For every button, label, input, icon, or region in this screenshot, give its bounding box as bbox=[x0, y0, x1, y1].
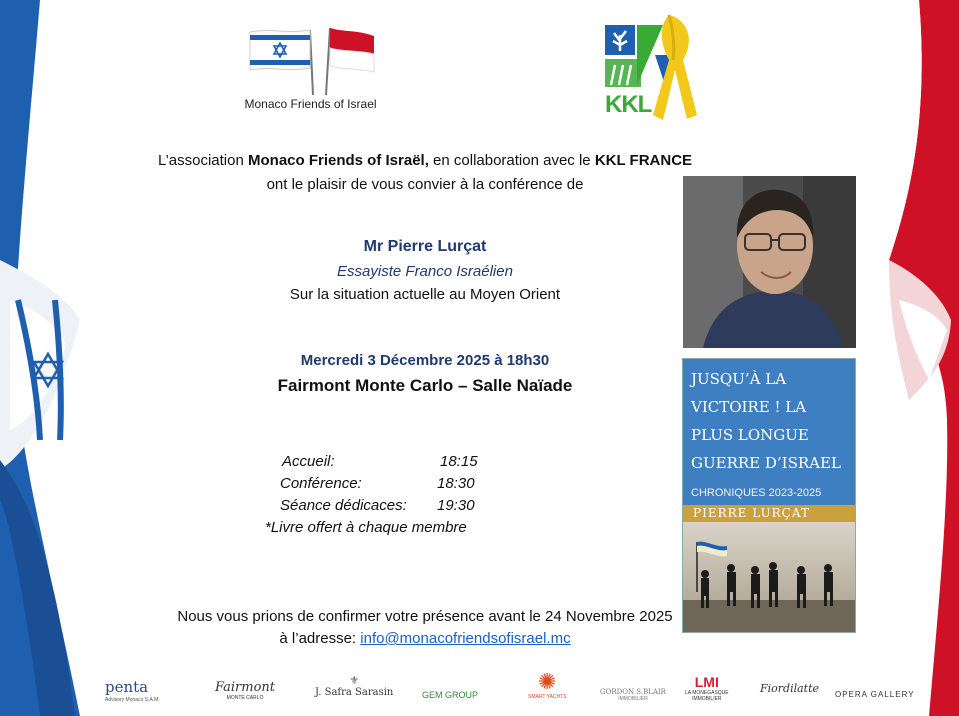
fairmont-subtitle: MONTE CARLO bbox=[226, 695, 264, 701]
monaco-friends-of-israel-logo bbox=[228, 20, 393, 115]
gem-group-logo: GEM GROUP bbox=[422, 690, 479, 700]
crossed-flags-icon bbox=[238, 20, 378, 95]
penta-name: penta bbox=[105, 678, 149, 696]
gordon-blair-subtitle: IMMOBILIER bbox=[618, 696, 648, 702]
book-title-line: VICTOIRE ! LA bbox=[691, 398, 807, 416]
kkl-text: KKL bbox=[605, 91, 652, 118]
rsvp-address-line bbox=[80, 630, 770, 647]
speaker-photo bbox=[683, 176, 856, 348]
book-title-line: JUSQU’À LA bbox=[691, 370, 787, 388]
shell-icon: ✺ bbox=[538, 669, 557, 694]
smart-yachts-logo bbox=[528, 670, 567, 700]
book-title-line: PLUS LONGUE bbox=[691, 426, 809, 444]
kkl-logo bbox=[603, 15, 703, 125]
event-venue: Fairmont Monte Carlo – Salle Naïade bbox=[277, 376, 573, 395]
book-subtitle: CHRONIQUES 2023-2025 bbox=[691, 487, 822, 499]
intro-line-1 bbox=[80, 152, 770, 169]
rsvp-line: Nous vous prions de confirmer votre présence avant le 24 Novembre 2025 bbox=[177, 608, 673, 625]
book-author-band bbox=[683, 505, 856, 522]
opera-gallery-logo: OPERA GALLERY bbox=[835, 690, 915, 699]
event-date: Mercredi 3 Décembre 2025 à 18h30 bbox=[300, 352, 550, 369]
penta-logo bbox=[105, 678, 160, 703]
book-title-line: GUERRE D’ISRAEL bbox=[691, 454, 841, 472]
speaker-title: Essayiste Franco Israélien bbox=[337, 263, 513, 280]
safra-name: J. Safra Sarasin bbox=[315, 687, 394, 698]
schedule-time-signing: 19:30 bbox=[437, 497, 475, 514]
intro-text-2: en collaboration avec le bbox=[428, 152, 595, 169]
schedule-label-welcome: Accueil: bbox=[282, 453, 335, 470]
schedule-label-conference: Conférence: bbox=[280, 475, 362, 492]
book-title bbox=[691, 365, 851, 477]
free-book-note: *Livre offert à chaque membre bbox=[265, 519, 467, 536]
lmi-logo bbox=[685, 674, 729, 702]
speaker-name: Mr Pierre Lurçat bbox=[363, 238, 487, 255]
schedule-time-welcome: 18:15 bbox=[440, 453, 478, 470]
smart-yachts-name: SMART YACHTS bbox=[528, 694, 567, 700]
safra-emblem-icon: ⚜ bbox=[349, 675, 360, 687]
mfi-name-text: Monaco Friends of Israel bbox=[244, 97, 377, 111]
intro-text: L’association bbox=[157, 152, 248, 169]
partner-name: KKL FRANCE bbox=[594, 152, 693, 169]
book-cover bbox=[682, 358, 856, 633]
lmi-subtitle-2: IMMOBILIER bbox=[692, 696, 722, 702]
rsvp-email-link[interactable]: info@monacofriendsofisrael.mc bbox=[360, 630, 571, 647]
schedule-time-conference: 18:30 bbox=[437, 475, 475, 492]
sponsor-logos bbox=[100, 668, 920, 714]
intro-line-2: ont le plaisir de vous convier à la conférence de bbox=[266, 176, 584, 193]
safra-sarasin-logo bbox=[315, 674, 393, 698]
gordon-blair-name: GORDON S.BLAIR bbox=[600, 688, 666, 696]
lmi-name: LMI bbox=[694, 674, 719, 690]
penta-subtitle: Advisory Monaco S.A.M. bbox=[105, 697, 160, 703]
lmi-subtitle-1: LA MONEGASQUE bbox=[685, 690, 729, 696]
conference-topic: Sur la situation actuelle au Moyen Orient bbox=[289, 286, 561, 303]
gordon-blair-logo bbox=[600, 688, 666, 702]
monaco-flag-ribbon-decoration bbox=[859, 0, 959, 716]
fairmont-name: Fairmont bbox=[215, 680, 276, 695]
fairmont-logo bbox=[215, 680, 275, 701]
soldiers-silhouette-illustration bbox=[683, 522, 856, 633]
fiordilatte-logo: Fiordilatte bbox=[760, 682, 820, 695]
organization-name: Monaco Friends of Israël, bbox=[248, 152, 429, 169]
schedule-label-signing: Séance dédicaces: bbox=[280, 497, 407, 514]
book-author: PIERRE LURÇAT bbox=[693, 506, 810, 520]
rsvp-address-prefix: à l’adresse: bbox=[279, 630, 361, 647]
